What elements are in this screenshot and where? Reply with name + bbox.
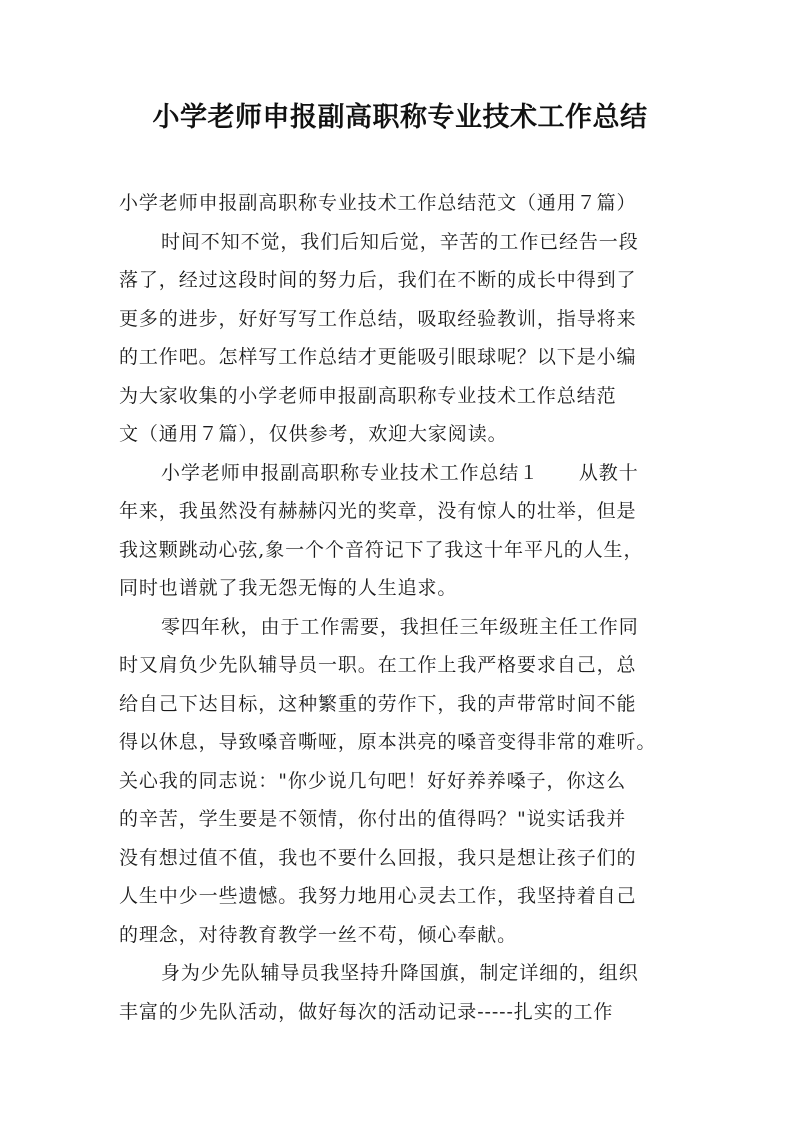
paragraph-line: 文（通用７篇），仅供参考，欢迎大家阅读。 <box>119 423 508 445</box>
paragraph-line: 的理念，对待教育教学一丝不苟，倾心奉献。 <box>119 923 518 946</box>
paragraph-line: 时又肩负少先队辅导员一职。在工作上我严格要求自己，总 <box>119 654 637 676</box>
paragraph-line: 我这颗跳动心弦,象一个个音符记下了我这十年平凡的人生， <box>119 538 644 561</box>
paragraph-line: 的工作吧。怎样写工作总结才更能吸引眼球呢？以下是小编 <box>119 346 637 368</box>
paragraph-line: 关心我的同志说："你少说几句吧！好好养养嗓子，你这么 <box>119 769 627 792</box>
paragraph-first-line: 小学老师申报副高职称专业技术工作总结１ 从教十 <box>161 461 639 484</box>
document-body <box>119 184 685 1031</box>
paragraph-line: 得以休息，导致嗓音嘶哑，原本洪亮的嗓音变得非常的难听。 <box>119 731 657 753</box>
paragraph-line: 给自己下达目标，这种繁重的劳作下，我的声带常时间不能 <box>119 692 637 715</box>
paragraph-first-line: 时间不知不觉，我们后知后觉，辛苦的工作已经告一段 <box>161 230 639 253</box>
paragraph-line: 没有想过值不值，我也不要什么回报，我只是想让孩子们的 <box>119 846 637 869</box>
paragraph-line: 更多的进步，好好写写工作总结，吸取经验教训，指导将来 <box>119 307 637 330</box>
paragraph-line: 人生中少一些遗憾。我努力地用心灵去工作，我坚持着自己 <box>119 885 637 907</box>
paragraph-line: 同时也谱就了我无怨无悔的人生追求。 <box>119 577 458 599</box>
paragraph-first-line: 身为少先队辅导员我坚持升降国旗，制定详细的，组织 <box>161 962 639 984</box>
paragraph-line: 丰富的少先队活动，做好每次的活动记录-----扎实的工作 <box>119 1000 614 1023</box>
paragraph-line: 年来，我虽然没有赫赫闪光的奖章，没有惊人的壮举，但是 <box>119 500 637 522</box>
paragraph-line: 的辛苦，学生要是不领情，你付出的值得吗？"说实话我并 <box>119 808 627 830</box>
paragraph-line: 为大家收集的小学老师申报副高职称专业技术工作总结范 <box>119 384 617 407</box>
paragraph-first-line: 零四年秋，由于工作需要，我担任三年级班主任工作同 <box>161 615 639 638</box>
paragraph-line: 小学老师申报副高职称专业技术工作总结范文（通用７篇） <box>119 192 637 214</box>
paragraph-line: 落了，经过这段时间的努力后，我们在不断的成长中得到了 <box>119 269 637 291</box>
document-title: 小学老师申报副高职称专业技术工作总结 <box>152 102 648 133</box>
